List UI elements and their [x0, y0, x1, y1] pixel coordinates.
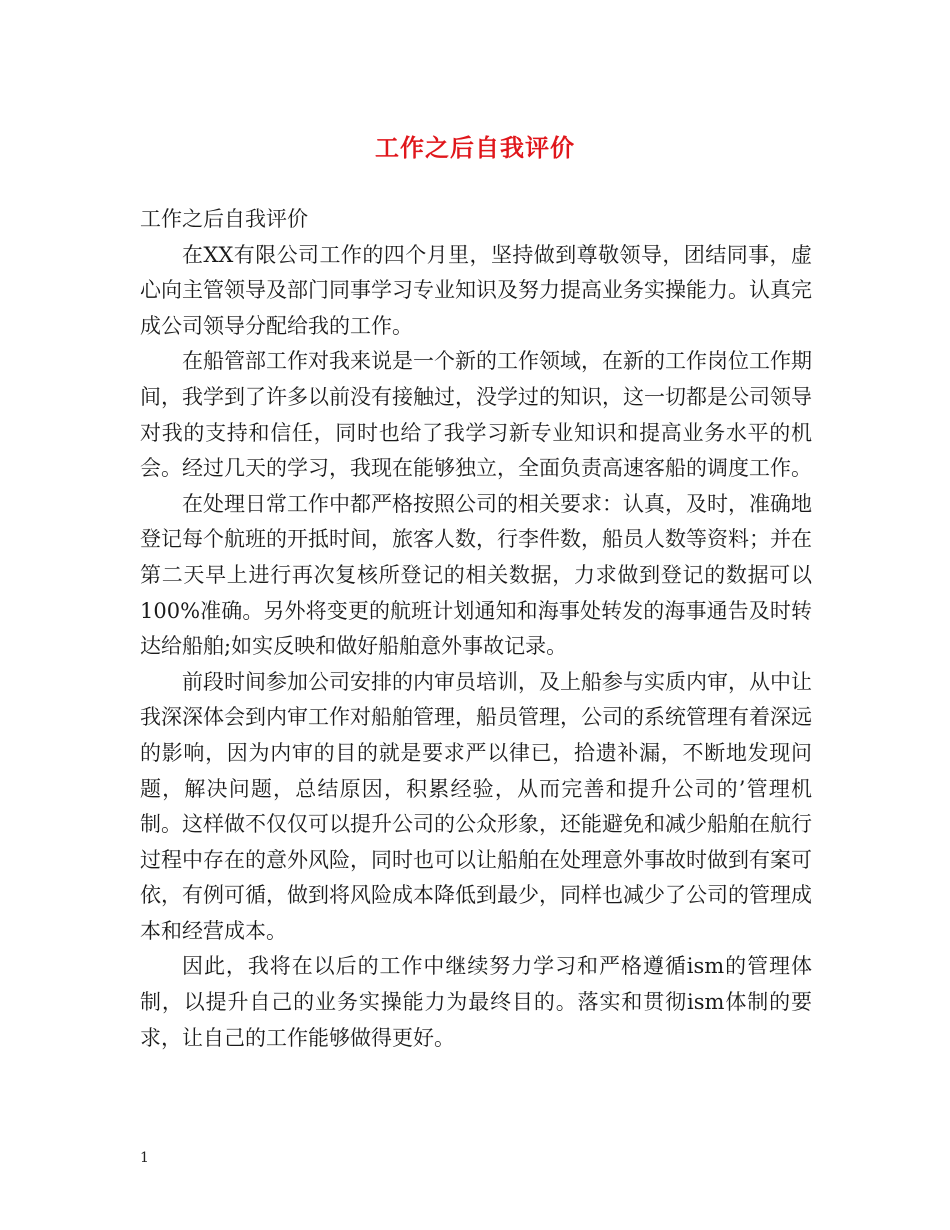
paragraph-1: 在XX有限公司工作的四个月里，坚持做到尊敬领导，团结同事，虚心向主管领导及部门同事学习专业知识及努力提高业务实操能力。认真完成公司领导分配给我的工作。 — [140, 242, 812, 338]
paragraph-2: 在船管部工作对我来说是一个新的工作领域，在新的工作岗位工作期间，我学到了许多以前没有接触过，没学过的知识，这一切都是公司领导对我的支持和信任，同时也给了我学习新专业知识和提高业务水平的机会。经过几天的学习，我现在能够独立，全面负责高速客船的调度工作。 — [140, 349, 812, 481]
paragraph-5: 因此，我将在以后的工作中继续努力学习和严格遵循ism的管理体制，以提升自己的业务实操能力为最终目的。落实和贯彻ism体制的要求，让自己的工作能够做得更好。 — [140, 954, 812, 1050]
document-subtitle: 工作之后自我评价 — [140, 207, 308, 231]
paragraph-3: 在处理日常工作中都严格按照公司的相关要求：认真，及时，准确地登记每个航班的开抵时间，旅客人数，行李件数，船员人数等资料；并在第二天早上进行再次复核所登记的相关数据，力求做到登记的数据可以100%准确。另外将变更的航班计划通知和海事处转发的海事通告及时转达给船舶;如实反映和做好船舶意外事故记录。 — [140, 491, 812, 659]
page-number: 1 — [140, 1150, 149, 1166]
document-title: 工作之后自我评价 — [375, 133, 575, 162]
document-body — [140, 202, 812, 1056]
paragraph-4: 前段时间参加公司安排的内审员培训，及上船参与实质内审，从中让我深深体会到内审工作对船舶管理，船员管理，公司的系统管理有着深远的影响，因为内审的目的就是要求严以律已，拾遗补漏，不断地发现问题，解决问题，总结原因，积累经验，从而完善和提升公司的’管理机制。这样做不仅仅可以提升公司的公众形象，还能避免和减少船舶在航行过程中存在的意外风险，同时也可以让船舶在处理意外事故时做到有案可依，有例可循，做到将风险成本降低到最少，同样也减少了公司的管理成本和经营成本。 — [140, 669, 812, 943]
